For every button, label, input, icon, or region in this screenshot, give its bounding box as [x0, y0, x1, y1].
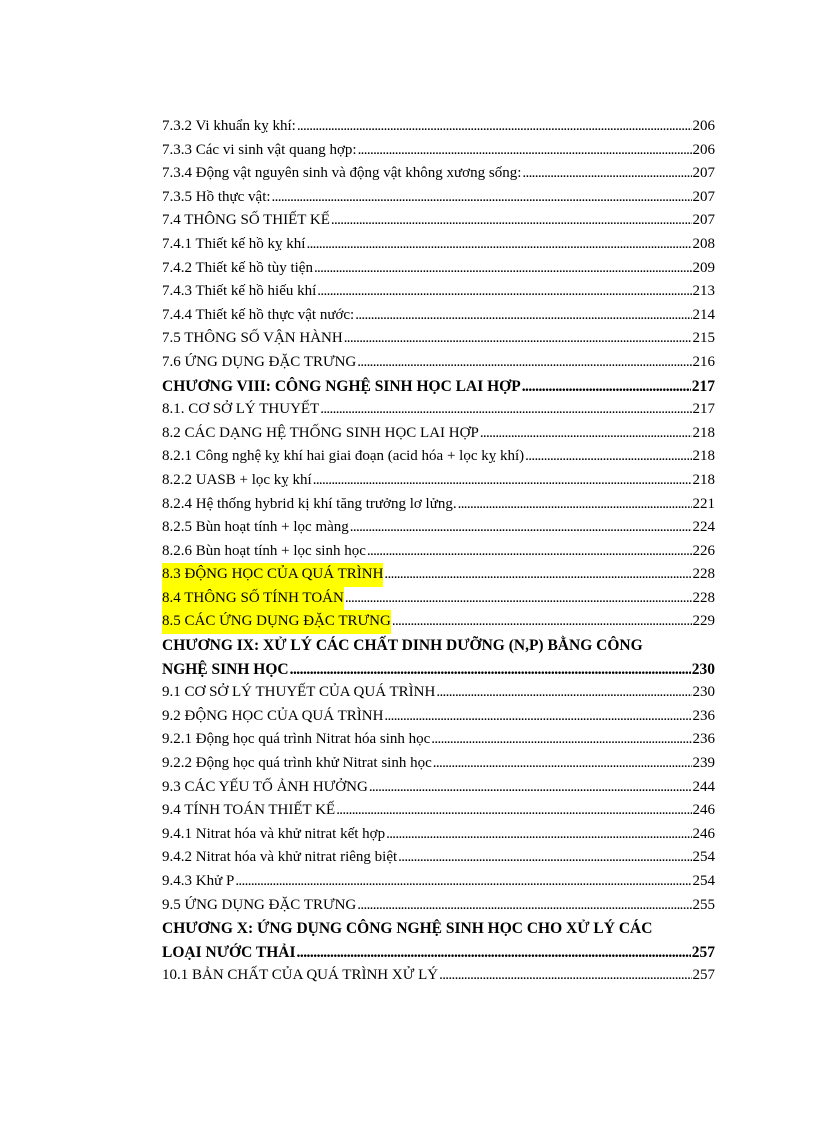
toc-entry-title: 9.2.1 Động học quá trình Nitrat hóa sinh học: [162, 731, 431, 748]
toc-entry[interactable]: [162, 563, 715, 587]
toc-entry-title: 8.4 THÔNG SỐ TÍNH TOÁN: [162, 587, 344, 611]
toc-entry-title: 9.3 CÁC YẾU TỐ ẢNH HƯỞNG: [162, 778, 368, 795]
toc-entry-title: CHƯƠNG X: ỨNG DỤNG CÔNG NGHỆ SINH HỌC CHO XỬ LÝ CÁC: [162, 920, 653, 938]
toc-dot-leader: [350, 516, 692, 540]
toc-page-number: 257: [691, 943, 715, 961]
toc-dot-leader: [398, 846, 691, 870]
toc-chapter-entry[interactable]: [162, 941, 715, 965]
toc-dot-leader: [331, 209, 692, 233]
toc-entry-title: 7.6 ỨNG DỤNG ĐẶC TRƯNG: [162, 353, 357, 370]
toc-entry-title: 9.1 CƠ SỞ LÝ THUYẾT CỦA QUÁ TRÌNH: [162, 684, 436, 701]
toc-page-number: 236: [692, 707, 715, 724]
toc-entry-title: 10.1 BẢN CHẤT CỦA QUÁ TRÌNH XỬ LÝ: [162, 967, 439, 984]
toc-entry[interactable]: [162, 964, 715, 988]
toc-page-number: 218: [692, 424, 715, 441]
toc-dot-leader: [392, 610, 692, 634]
toc-dot-leader: [436, 681, 691, 705]
toc-page-number: 226: [692, 542, 715, 559]
toc-dot-leader: [369, 776, 692, 800]
toc-page-number: 218: [692, 471, 715, 488]
toc-entry-title: 7.3.4 Động vật nguyên sinh và động vật không xương sống:: [162, 165, 522, 182]
toc-dot-leader: [358, 139, 692, 163]
toc-entry[interactable]: [162, 540, 715, 564]
toc-page-number: 224: [692, 519, 715, 536]
toc-entry-title: 8.2.4 Hệ thống hybrid kị khí tăng trưởng lơ lửng.: [162, 495, 457, 512]
toc-page-number: 216: [692, 353, 715, 370]
toc-page-number: 228: [692, 589, 715, 606]
toc-entry-title: 7.4 THÔNG SỐ THIẾT KẾ: [162, 212, 330, 229]
toc-page-number: 215: [692, 330, 715, 347]
toc-entry[interactable]: [162, 398, 715, 422]
toc-entry[interactable]: [162, 799, 715, 823]
toc-entry-title: 7.3.2 Vi khuẩn kỵ khí:: [162, 118, 296, 134]
toc-entry-title: LOẠI NƯỚC THẢI: [162, 943, 296, 961]
toc-entry-title: 7.4.3 Thiết kế hồ hiếu khí: [162, 283, 317, 300]
toc-page-number: 206: [692, 118, 715, 134]
toc-entry[interactable]: [162, 610, 715, 634]
toc-entry[interactable]: [162, 587, 715, 611]
toc-entry-title: 8.5 CÁC ỨNG DỤNG ĐẶC TRƯNG: [162, 610, 391, 634]
toc-entry-title: 8.2.5 Bùn hoạt tính + lọc màng: [162, 519, 349, 536]
toc-entry-title: 7.4.1 Thiết kế hồ kỵ khí: [162, 235, 306, 252]
toc-entry[interactable]: [162, 115, 715, 139]
toc-page-number: 217: [692, 401, 715, 418]
toc-entry-title: CHƯƠNG VIII: CÔNG NGHỆ SINH HỌC LAI HỢP: [162, 377, 521, 395]
toc-entry[interactable]: [162, 351, 715, 375]
toc-page-number: 207: [692, 188, 715, 205]
toc-dot-leader: [336, 799, 691, 823]
toc-page-number: 254: [692, 849, 715, 866]
toc-dot-leader: [297, 941, 691, 965]
toc-entry-title: 7.3.5 Hồ thực vật:: [162, 188, 271, 205]
toc-entry-title: 7.4.4 Thiết kế hồ thực vật nước:: [162, 306, 355, 323]
toc-entry-title: 9.4 TÍNH TOÁN THIẾT KẾ: [162, 802, 336, 819]
toc-dot-leader: [433, 752, 692, 776]
toc-page-number: 213: [692, 283, 715, 300]
toc-entry-title: NGHỆ SINH HỌC: [162, 660, 289, 678]
toc-dot-leader: [306, 233, 691, 257]
toc-entry-title: 7.3.3 Các vi sinh vật quang hợp:: [162, 141, 357, 158]
toc-chapter-entry[interactable]: [162, 634, 715, 658]
toc-dot-leader: [367, 540, 692, 564]
toc-page-number: 217: [691, 377, 715, 395]
toc-page-number: 246: [692, 802, 715, 819]
toc-dot-leader: [290, 658, 691, 682]
toc-dot-leader: [458, 493, 692, 517]
toc-dot-leader: [439, 964, 691, 988]
toc-dot-leader: [384, 563, 691, 587]
toc-entry[interactable]: [162, 823, 715, 847]
toc-dot-leader: [317, 280, 691, 304]
toc-dot-leader: [320, 398, 691, 422]
toc-entry-title: 8.2.2 UASB + lọc kỵ khí: [162, 471, 312, 488]
toc-dot-leader: [480, 422, 692, 446]
toc-dot-leader: [297, 115, 692, 139]
toc-entry-title: 7.4.2 Thiết kế hồ tùy tiện: [162, 259, 313, 276]
toc-entry[interactable]: [162, 681, 715, 705]
toc-entry-title: 9.4.3 Khử P: [162, 873, 235, 889]
toc-page-number: 255: [692, 896, 715, 913]
toc-entry-title: 8.2.1 Công nghệ kỵ khí hai giai đoạn (acid hóa + lọc kỵ khí): [162, 448, 525, 465]
toc-entry-title: 9.4.1 Nitrat hóa và khử nitrat kết hợp: [162, 825, 386, 842]
toc-page-number: 218: [692, 448, 715, 465]
toc-page-number: 236: [692, 731, 715, 748]
toc-entry[interactable]: [162, 422, 715, 446]
toc-dot-leader: [272, 186, 692, 210]
toc-entry-title: 9.2.2 Động học quá trình khử Nitrat sinh học: [162, 755, 432, 772]
toc-entry[interactable]: [162, 752, 715, 776]
toc-entry[interactable]: [162, 516, 715, 540]
toc-page-number: 254: [692, 873, 715, 889]
toc-entry[interactable]: [162, 327, 715, 351]
toc-entry[interactable]: [162, 162, 715, 186]
toc-dot-leader: [345, 587, 692, 611]
toc-dot-leader: [355, 304, 691, 328]
toc-entry[interactable]: [162, 705, 715, 729]
toc-page-number: 239: [692, 755, 715, 772]
toc-entry-title: 8.3 ĐỘNG HỌC CỦA QUÁ TRÌNH: [162, 563, 383, 587]
toc-dot-leader: [235, 870, 691, 894]
toc-page-number: 246: [692, 825, 715, 842]
toc-entry-title: 8.2 CÁC DẠNG HỆ THỐNG SINH HỌC LAI HỢP: [162, 424, 479, 441]
toc-page-number: 230: [692, 684, 715, 701]
toc-chapter-entry[interactable]: [162, 917, 715, 941]
toc-page-number: 229: [692, 613, 715, 630]
toc-entry[interactable]: [162, 728, 715, 752]
toc-entry[interactable]: [162, 233, 715, 257]
toc-dot-leader: [313, 469, 692, 493]
toc-entry[interactable]: [162, 304, 715, 328]
toc-entry-title: 9.5 ỨNG DỤNG ĐẶC TRƯNG: [162, 896, 357, 913]
toc-entry[interactable]: [162, 493, 715, 517]
toc-entry[interactable]: [162, 139, 715, 163]
toc-page-number: 221: [692, 495, 715, 512]
toc-entry[interactable]: [162, 445, 715, 469]
toc-entry[interactable]: [162, 870, 715, 894]
toc-chapter-entry[interactable]: [162, 658, 715, 682]
toc-entry-title: 8.1. CƠ SỞ LÝ THUYẾT: [162, 401, 320, 418]
toc-dot-leader: [357, 351, 691, 375]
toc-page-number: 207: [692, 165, 715, 182]
toc-entry-title: 9.2 ĐỘNG HỌC CỦA QUÁ TRÌNH: [162, 707, 384, 724]
toc-page-number: 209: [692, 259, 715, 276]
toc-page-number: 244: [692, 778, 715, 795]
toc-page-number: 230: [691, 660, 715, 678]
toc-page-number: 208: [692, 235, 715, 252]
toc-dot-leader: [431, 728, 691, 752]
toc-entry-title: 9.4.2 Nitrat hóa và khử nitrat riêng biệt: [162, 849, 398, 866]
toc-entry[interactable]: [162, 776, 715, 800]
toc-entry[interactable]: [162, 257, 715, 281]
toc-page-number: 257: [692, 967, 715, 984]
toc-dot-leader: [386, 823, 691, 847]
toc-entry-title: CHƯƠNG IX: XỬ LÝ CÁC CHẤT DINH DƯỠNG (N,P) BẰNG CÔNG: [162, 637, 643, 655]
toc-dot-leader: [522, 375, 691, 399]
toc-entry-title: 7.5 THÔNG SỐ VẬN HÀNH: [162, 330, 343, 347]
toc-dot-leader: [384, 705, 691, 729]
toc-page-number: 207: [692, 212, 715, 229]
toc-dot-leader: [525, 445, 691, 469]
toc-chapter-entry[interactable]: [162, 375, 715, 399]
toc-dot-leader: [357, 894, 691, 918]
toc-entry[interactable]: [162, 280, 715, 304]
toc-dot-leader: [344, 327, 692, 351]
toc-page-number: 206: [692, 141, 715, 158]
toc-page-number: 214: [692, 306, 715, 323]
toc-entry-title: 8.2.6 Bùn hoạt tính + lọc sinh học: [162, 542, 366, 559]
table-of-contents: [162, 115, 715, 988]
toc-entry[interactable]: [162, 894, 715, 918]
toc-entry[interactable]: [162, 846, 715, 870]
toc-entry[interactable]: [162, 209, 715, 233]
toc-entry[interactable]: [162, 186, 715, 210]
toc-page-number: 228: [692, 566, 715, 583]
toc-entry[interactable]: [162, 469, 715, 493]
toc-dot-leader: [314, 257, 692, 281]
toc-dot-leader: [522, 162, 691, 186]
